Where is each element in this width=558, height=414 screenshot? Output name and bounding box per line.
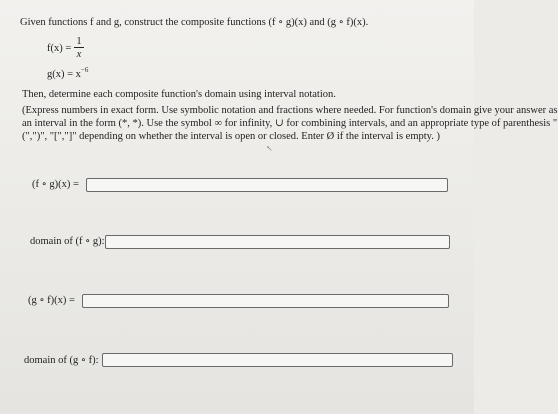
domain-fog-input[interactable]: [105, 235, 450, 249]
fraction-bar: [74, 47, 84, 48]
mouse-cursor-icon: ↖: [266, 144, 273, 153]
f-denominator: x: [76, 49, 82, 60]
gof-label: (g ∘ f)(x) =: [28, 295, 75, 306]
fog-label: (f ∘ g)(x) =: [32, 179, 79, 190]
g-definition: [47, 64, 88, 81]
instructions-line: an interval in the form (*, *). Use the symbol ∞ for infinity, ∪ for combining intervals, and an appropriate type of parenthesis ": [22, 118, 558, 129]
instructions-line: (Express numbers in exact form. Use symbolic notation and fractions where needed. For function's domain give your answer as: [22, 105, 558, 116]
f-numerator: 1: [76, 36, 82, 47]
gof-input[interactable]: [82, 294, 449, 308]
g-exponent: −6: [80, 66, 89, 74]
instructions: [22, 104, 558, 143]
instructions-line: (",")", "[","]" depending on whether the interval is open or closed. Enter Ø if the interval is empty. ): [22, 131, 440, 142]
question-intro: Given functions f and g, construct the composite functions (f ∘ g)(x) and (g ∘ f)(x).: [20, 17, 369, 28]
f-definition-fraction: [74, 36, 84, 60]
then-text: Then, determine each composite function's domain using interval notation.: [22, 89, 336, 100]
fog-input[interactable]: [86, 178, 448, 192]
g-definition-lhs: g(x) = x: [47, 69, 81, 80]
f-definition-lhs: f(x) =: [47, 43, 72, 54]
domain-fog-label: domain of (f ∘ g):: [30, 236, 105, 247]
domain-gof-input[interactable]: [102, 353, 453, 367]
domain-gof-label: domain of (g ∘ f):: [24, 355, 99, 366]
